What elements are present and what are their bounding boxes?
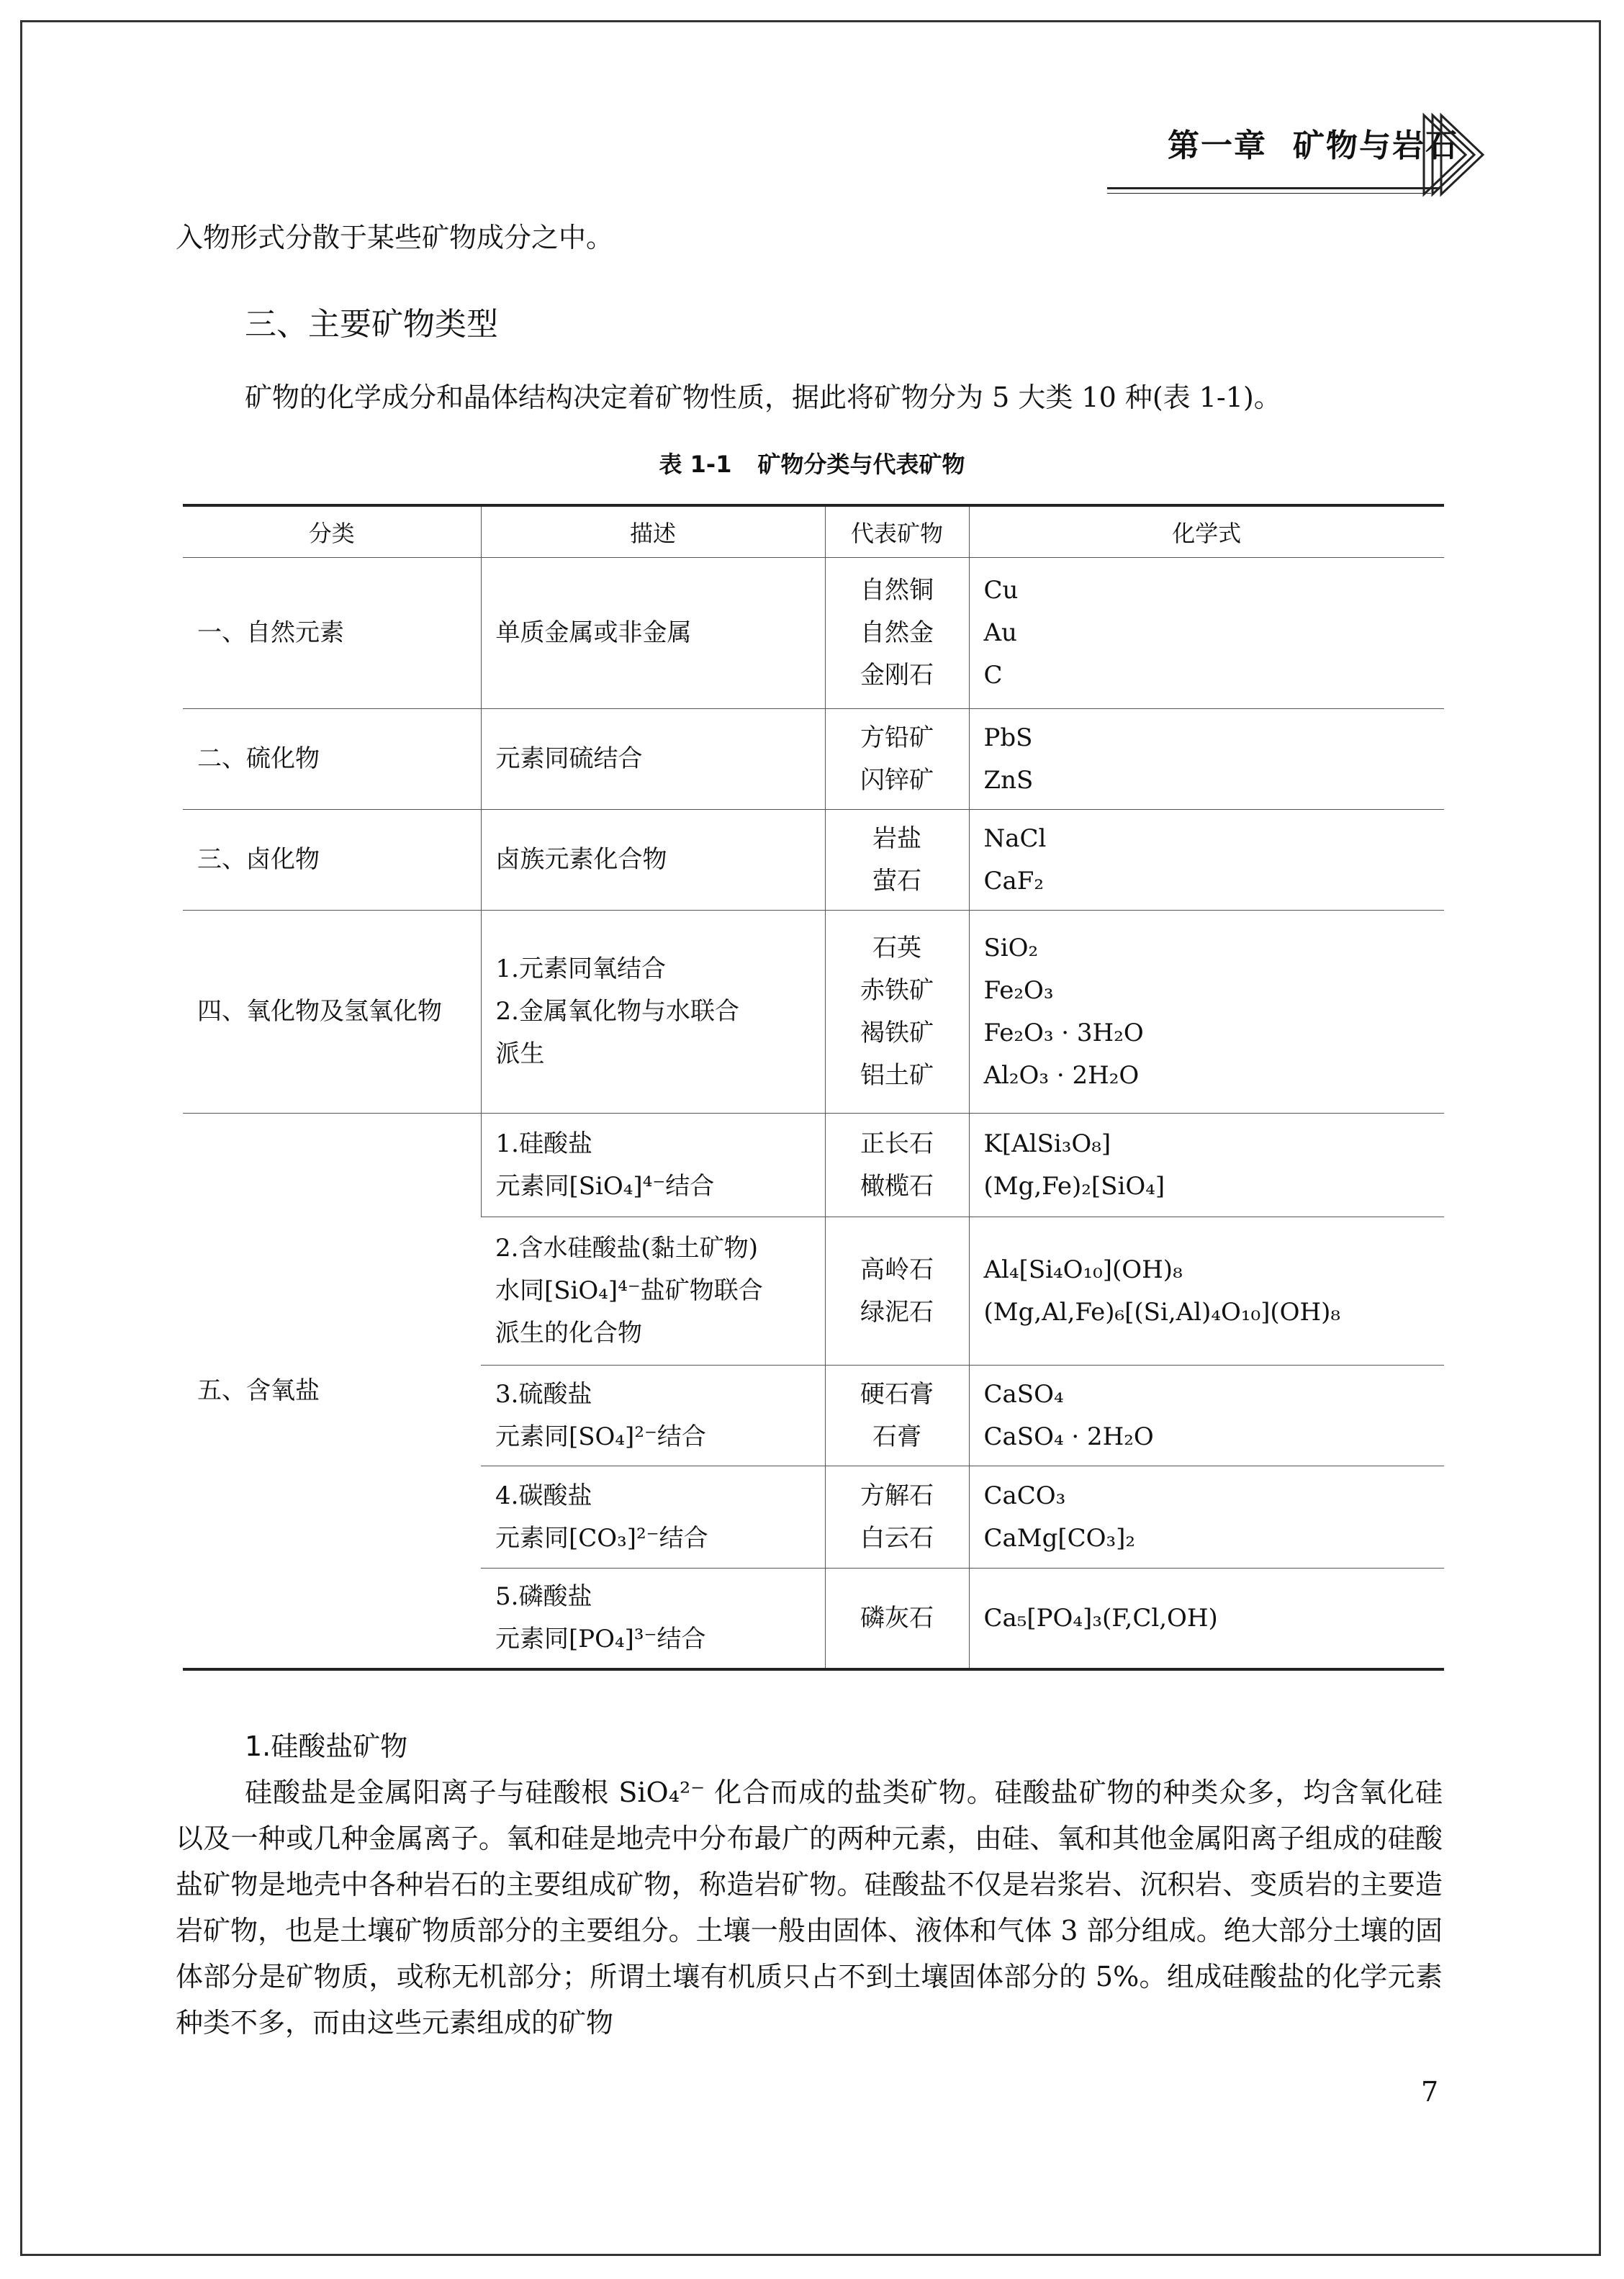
section-heading: 三、主要矿物类型 [245, 306, 498, 343]
formula-cell-line: Cu [983, 576, 1019, 605]
description-cell [481, 911, 825, 1114]
description-cell-line: 元素同[CO₃]²⁻结合 [495, 1523, 708, 1553]
intro-line: 入物形式分散于某些矿物成分之中。 [176, 222, 614, 253]
formula-cell-line: Au [983, 618, 1017, 647]
formula-cell-line: CaSO₄ · 2H₂O [983, 1422, 1154, 1451]
description-cell-line: 3.硫酸盐 [495, 1379, 592, 1409]
formula-cell [969, 1569, 1444, 1670]
page-number: 7 [1421, 2076, 1439, 2108]
formula-cell [969, 1466, 1444, 1569]
formula-cell-line: (Mg,Fe)₂[SiO₄] [983, 1171, 1165, 1201]
mineral-cell [825, 1114, 969, 1217]
mineral-cell-line: 萤石 [872, 866, 921, 895]
diamond-ornament-icon [1417, 109, 1503, 200]
mineral-cell-line: 白云石 [860, 1523, 934, 1553]
category-cell: 三、卤化物 [197, 845, 320, 874]
formula-cell [969, 1114, 1444, 1217]
formula-cell [969, 810, 1444, 911]
mineral-cell-line: 闪锌矿 [860, 765, 934, 795]
mineral-cell-line: 石膏 [872, 1422, 921, 1451]
description-cell [481, 1569, 825, 1670]
table-row [183, 558, 1444, 709]
mineral-cell-line: 正长石 [860, 1129, 934, 1158]
chapter-label: 第一章 [1168, 127, 1267, 164]
description-cell [481, 810, 825, 911]
table-row [183, 810, 1444, 911]
category-cell: 四、氧化物及氢氧化物 [197, 997, 442, 1026]
body-paragraph: 硅酸盐是金属阳离子与硅酸根 SiO₄²⁻ 化合而成的盐类矿物。硅酸盐矿物的种类众多，均含氧化硅以及一种或几种金属离子。氧和硅是地壳中分布最广的两种元素，由硅、氧和其他金属阳离子组成的硅酸盐矿物是地壳中各种岩石的主要组成矿物，称造岩矿物。硅酸盐不仅是岩浆岩、沉积岩、变质岩的主要造岩矿物，也是土壤矿物质部分的主要组分。土壤一般由固体、液体和气体 3 部分组成。绝大部分土壤的固体部分是矿物质，或称无机部分；所谓土壤有机质只占不到土壤固体部分的 5%。组成硅酸盐的化学元素种类不多，而由这些元素组成的矿物 [176, 1777, 1443, 2039]
description-cell [481, 1114, 825, 1217]
mineral-cell-line: 赤铁矿 [860, 975, 934, 1005]
chapter-title: 矿物与岩石 [1293, 127, 1458, 164]
formula-cell-line: CaMg[CO₃]₂ [983, 1523, 1136, 1553]
mineral-cell [825, 709, 969, 810]
mineral-cell-line: 铝土矿 [860, 1060, 934, 1090]
description-cell-line: 4.碳酸盐 [495, 1481, 592, 1510]
category-cell: 二、硫化物 [197, 744, 320, 773]
table-title: 矿物分类与代表矿物 [757, 451, 965, 478]
formula-cell-line: CaSO₄ [983, 1379, 1064, 1409]
mineral-cell-line: 石英 [872, 933, 921, 962]
running-header-title [1168, 119, 1458, 166]
description-cell-line: 单质金属或非金属 [495, 618, 692, 647]
header-rule-thin [1107, 193, 1431, 194]
formula-cell [969, 1217, 1444, 1366]
formula-cell-line: Al₄[Si₄O₁₀](OH)₈ [983, 1255, 1183, 1284]
mineral-cell [825, 810, 969, 911]
formula-cell-line: CaF₂ [983, 866, 1045, 895]
description-cell-line: 派生 [495, 1039, 545, 1068]
formula-cell [969, 911, 1444, 1114]
formula-cell-line: C [983, 661, 1003, 690]
description-cell-line: 1.元素同氧结合 [495, 955, 666, 983]
formula-cell-line: PbS [983, 723, 1033, 752]
mineral-cell-line: 褐铁矿 [860, 1018, 934, 1047]
description-cell [481, 1217, 825, 1366]
formula-cell-line: SiO₂ [983, 933, 1039, 962]
mineral-cell [825, 1466, 969, 1569]
description-cell [481, 709, 825, 810]
category-cell: 五、含氧盐 [197, 1376, 320, 1405]
mineral-cell [825, 558, 969, 709]
mineral-cell-line: 方解石 [860, 1481, 934, 1510]
description-cell [481, 1466, 825, 1569]
formula-cell-line: (Mg,Al,Fe)₆[(Si,Al)₄O₁₀](OH)₈ [983, 1297, 1341, 1327]
description-cell-line: 元素同[PO₄]³⁻结合 [495, 1625, 706, 1653]
description-cell-line: 2.含水硅酸盐(黏土矿物) [495, 1234, 758, 1263]
formula-cell [969, 709, 1444, 810]
formula-cell-line: Al₂O₃ · 2H₂O [983, 1060, 1140, 1090]
formula-cell-line: ZnS [983, 765, 1034, 795]
description-cell-line: 元素同[SiO₄]⁴⁻结合 [495, 1171, 715, 1201]
mineral-cell-line: 金刚石 [860, 661, 934, 690]
subsection-heading: 1.硅酸盐矿物 [245, 1730, 408, 1762]
formula-cell-line: Ca₅[PO₄]₃(F,Cl,OH) [983, 1603, 1218, 1633]
formula-cell-line: CaCO₃ [983, 1481, 1066, 1510]
mineral-cell-line: 橄榄石 [860, 1171, 934, 1201]
mineral-cell-line: 高岭石 [860, 1255, 934, 1284]
running-header [1107, 108, 1510, 202]
table-row [183, 1114, 1444, 1217]
description-cell-line: 派生的化合物 [495, 1319, 642, 1348]
description-cell-line: 水同[SiO₄]⁴⁻盐矿物联合 [495, 1276, 763, 1305]
formula-cell-line: Fe₂O₃ · 3H₂O [983, 1018, 1144, 1047]
section-paragraph: 矿物的化学成分和晶体结构决定着矿物性质，据此将矿物分为 5 大类 10 种(表 1-1)。 [245, 382, 1281, 413]
table-row [183, 911, 1444, 1114]
mineral-cell-line: 自然金 [860, 618, 934, 647]
mineral-cell-line: 硬石膏 [860, 1379, 934, 1409]
mineral-cell-line: 岩盐 [872, 823, 921, 853]
mineral-cell [825, 1366, 969, 1466]
column-header: 代表矿物 [825, 505, 969, 558]
mineral-cell-line: 绿泥石 [860, 1297, 934, 1327]
table-number: 表 1-1 [659, 451, 732, 478]
mineral-cell-line: 磷灰石 [860, 1603, 934, 1633]
mineral-cell [825, 1217, 969, 1366]
category-cell: 一、自然元素 [197, 618, 344, 647]
description-cell [481, 1366, 825, 1466]
header-rule [1107, 187, 1438, 189]
table-header-row [183, 505, 1444, 558]
formula-cell [969, 558, 1444, 709]
column-header: 描述 [481, 505, 825, 558]
mineral-classification-table [183, 504, 1444, 1671]
description-cell [481, 558, 825, 709]
formula-cell [969, 1366, 1444, 1466]
description-cell-line: 2.金属氧化物与水联合 [495, 997, 739, 1026]
description-cell-line: 卤族元素化合物 [495, 845, 667, 874]
column-header: 分类 [183, 505, 481, 558]
description-cell-line: 1.硅酸盐 [495, 1129, 592, 1158]
formula-cell-line: NaCl [983, 823, 1047, 853]
description-cell-line: 5.磷酸盐 [495, 1582, 592, 1611]
formula-cell-line: Fe₂O₃ [983, 975, 1054, 1005]
mineral-cell-line: 方铅矿 [860, 723, 934, 752]
table-caption [0, 446, 1624, 479]
mineral-cell [825, 1569, 969, 1670]
formula-cell-line: K[AlSi₃O₈] [983, 1129, 1111, 1158]
description-cell-line: 元素同硫结合 [495, 744, 643, 773]
mineral-cell-line: 自然铜 [860, 576, 934, 605]
column-header: 化学式 [969, 505, 1444, 558]
table-row [183, 709, 1444, 810]
description-cell-line: 元素同[SO₄]²⁻结合 [495, 1422, 706, 1451]
mineral-cell [825, 911, 969, 1114]
